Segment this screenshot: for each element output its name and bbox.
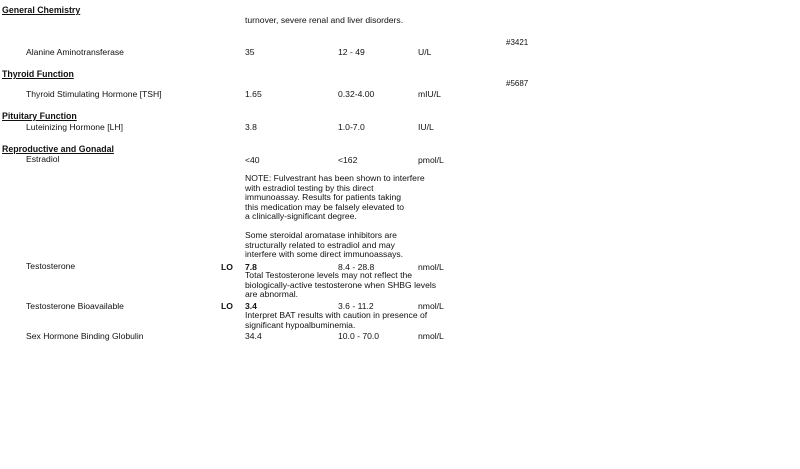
estradiol-fulvestrant-note: NOTE: Fulvestrant has been shown to interfere with estradiol testing by this direct immunoassay. Results for patients taking this medication may be falsely elevated to a clinically-significant degree.: [245, 173, 425, 222]
reference-code-5687: #5687: [506, 79, 529, 88]
test-name-tsh: Thyroid Stimulating Hormone [TSH]: [26, 89, 162, 99]
test-range-testosterone-bioavailable: 3.6 - 11.2: [338, 301, 374, 311]
test-result-tsh: 1.65: [245, 89, 262, 99]
section-title-general-chemistry: General Chemistry: [2, 5, 81, 15]
testosterone-shbg-note: Total Testosterone levels may not reflect the biologically-active testosterone when SHBG levels are abnormal.: [245, 270, 437, 300]
test-unit-testosterone-bioavailable: nmol/L: [418, 301, 444, 311]
test-name-testosterone-bioavailable: Testosterone Bioavailable: [26, 301, 124, 311]
test-result-testosterone-bioavailable: 3.4: [245, 301, 257, 311]
test-range-shbg: 10.0 - 70.0: [338, 331, 380, 341]
test-range-tsh: 0.32-4.00: [338, 89, 375, 99]
section-title-reproductive-gonadal: Reproductive and Gonadal: [2, 144, 114, 154]
test-unit-shbg: nmol/L: [418, 331, 444, 341]
alt-previous-note: turnover, severe renal and liver disorders.: [245, 15, 404, 25]
test-result-alt: 35: [245, 47, 255, 57]
test-unit-alt: U/L: [418, 47, 432, 57]
test-flag-testosterone-bioavailable: LO: [221, 301, 233, 311]
test-name-alt: Alanine Aminotransferase: [26, 47, 124, 57]
test-result-shbg: 34.4: [245, 331, 262, 341]
testosterone-bioavailable-note: Interpret BAT results with caution in presence of significant hypoalbuminemia.: [245, 310, 428, 330]
test-unit-lh: IU/L: [418, 122, 434, 132]
test-result-lh: 3.8: [245, 122, 257, 132]
test-range-alt: 12 - 49: [338, 47, 365, 57]
test-range-estradiol: <162: [338, 155, 358, 165]
test-name-testosterone: Testosterone: [26, 261, 76, 271]
test-flag-testosterone: LO: [221, 262, 233, 272]
test-name-lh: Luteinizing Hormone [LH]: [26, 122, 123, 132]
test-range-lh: 1.0-7.0: [338, 122, 365, 132]
test-result-estradiol: <40: [245, 155, 260, 165]
section-title-thyroid-function: Thyroid Function: [2, 69, 74, 79]
reference-code-3421: #3421: [506, 38, 529, 47]
test-range-testosterone: 8.4 - 28.8: [338, 262, 375, 272]
test-name-shbg: Sex Hormone Binding Globulin: [26, 331, 144, 341]
test-unit-tsh: mIU/L: [418, 89, 441, 99]
section-title-pituitary-function: Pituitary Function: [2, 111, 77, 121]
test-unit-testosterone: nmol/L: [418, 262, 444, 272]
test-name-estradiol: Estradiol: [26, 154, 60, 164]
test-result-testosterone: 7.8: [245, 262, 257, 272]
test-unit-estradiol: pmol/L: [418, 155, 444, 165]
estradiol-aromatase-note: Some steroidal aromatase inhibitors are structurally related to estradiol and may interfere with some direct immunoassays.: [245, 230, 404, 260]
